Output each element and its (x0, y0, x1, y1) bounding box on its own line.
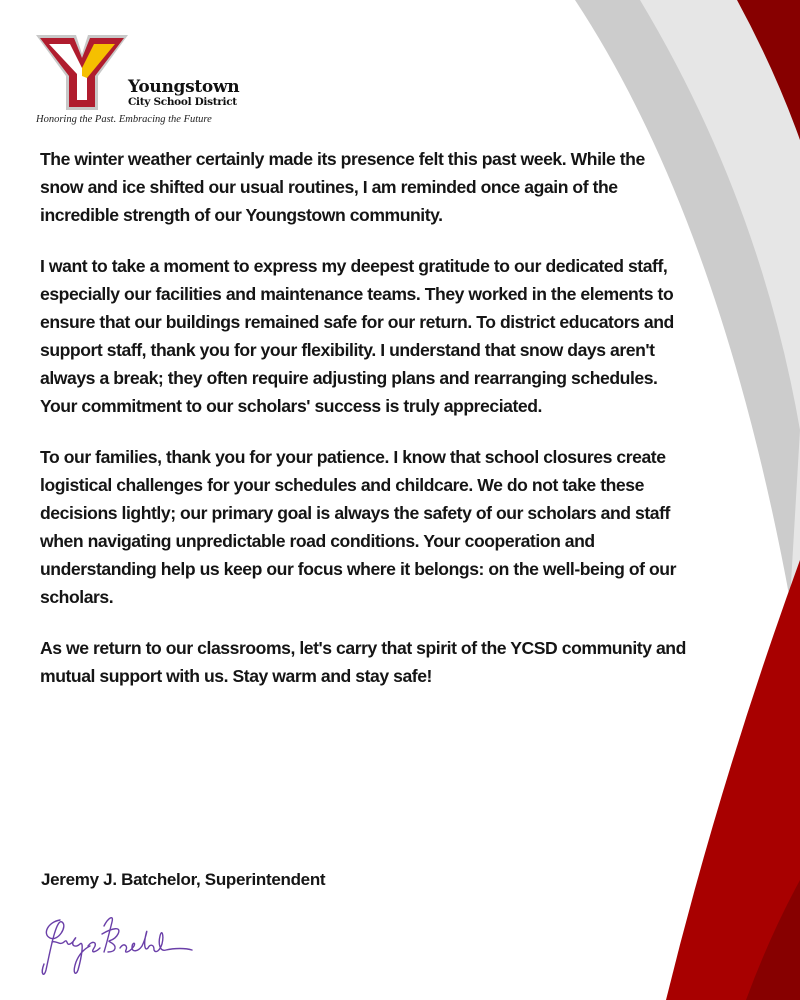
district-tagline: Honoring the Past. Embracing the Future (36, 114, 212, 125)
paragraph-3: To our families, thank you for your patience. I know that school closures create logistical challenges for your schedules and childcare. We do not take these decisions lightly; our primary goal is always the safety of our scholars and staff when navigating unpredictable road conditions. Your cooperation and understanding help us keep our focus where it belongs: on the well-being of our scholars. (40, 447, 676, 607)
signoff-name-title: Jeremy J. Batchelor, Superintendent (41, 870, 326, 889)
district-name: Youngstown (128, 77, 240, 97)
paragraph-4: As we return to our classrooms, let's carry that spirit of the YCSD community and mutual support with us. Stay warm and stay safe! (40, 638, 686, 686)
paragraph-2: I want to take a moment to express my deepest gratitude to our dedicated staff, especially our facilities and maintenance teams. They worked in the elements to ensure that our buildings remained safe for our return. To district educators and support staff, thank you for your flexibility. I understand that snow days aren't always a break; they often require adjusting plans and rearranging schedules. Your commitment to our scholars' success is truly appreciated. (40, 256, 674, 416)
y-logo-icon (36, 34, 128, 116)
district-subname: City School District (128, 96, 237, 108)
letter-body (40, 145, 690, 713)
paragraph-1: The winter weather certainly made its presence felt this past week. While the snow and ice shifted our usual routines, I am reminded once again of the incredible strength of our Youngstown community. (40, 149, 645, 225)
district-logo (36, 34, 246, 129)
signature-icon (38, 912, 198, 982)
